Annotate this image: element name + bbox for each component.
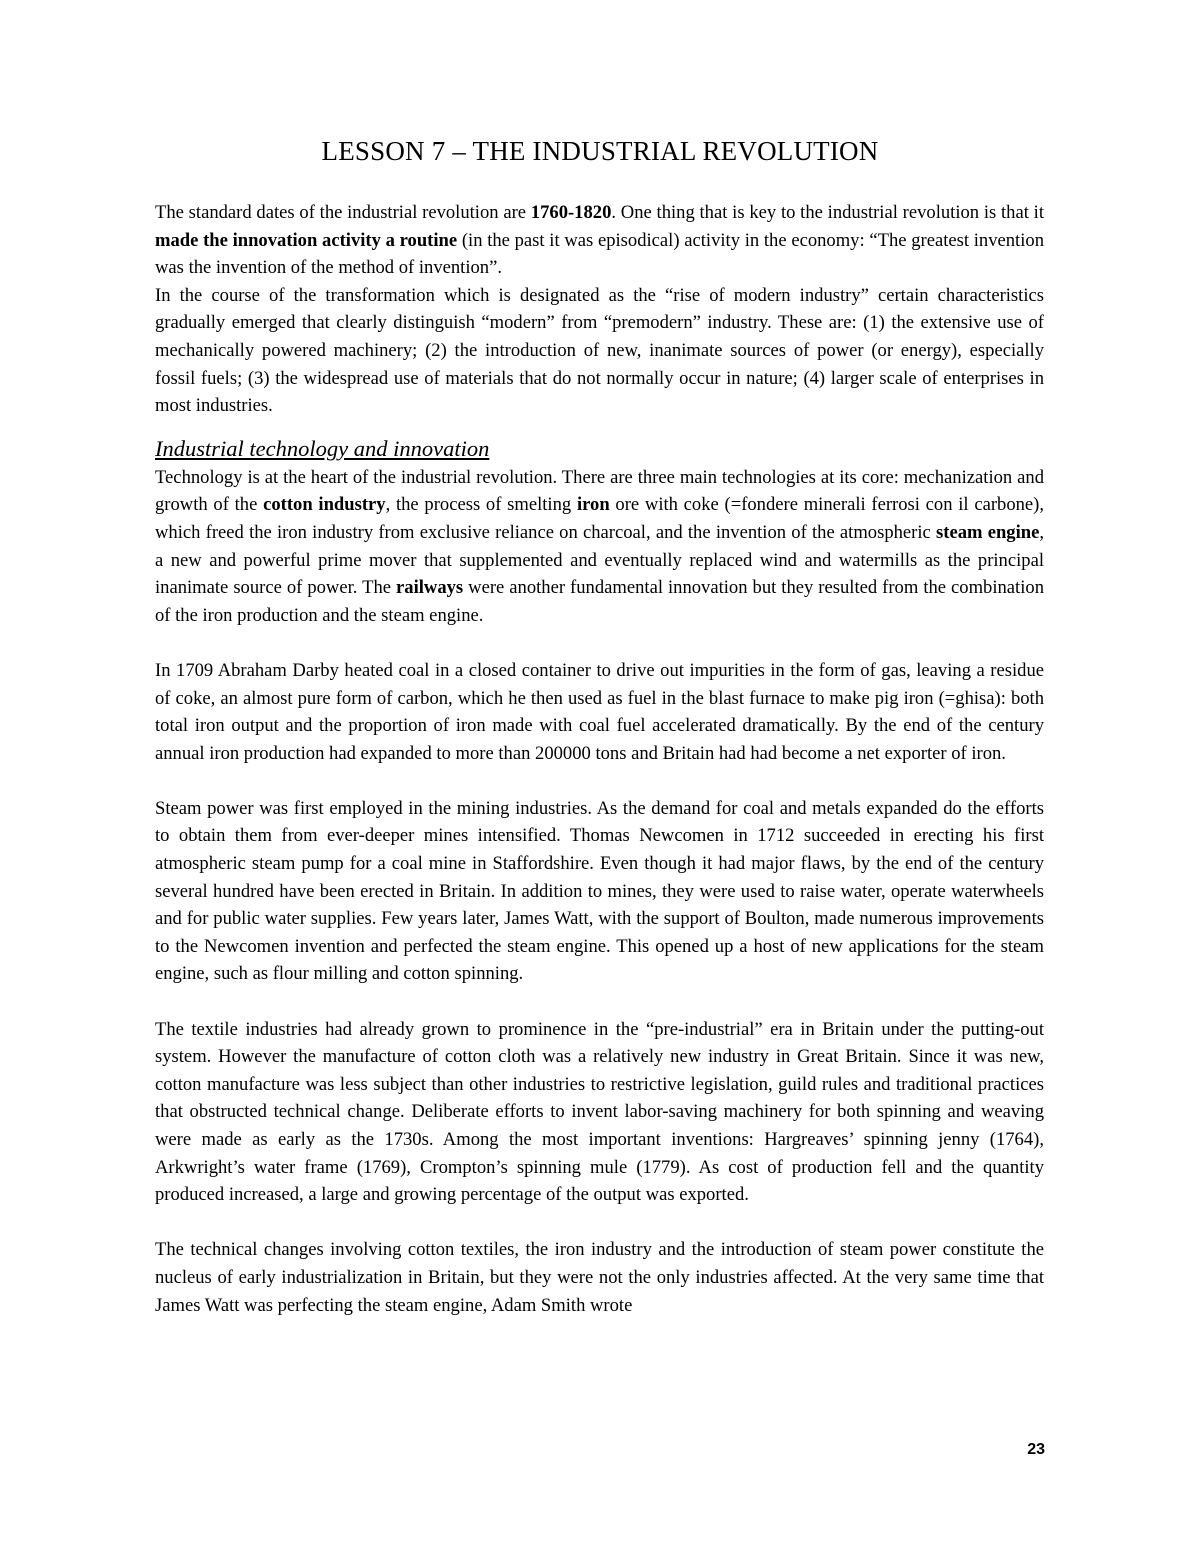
document-body [155,199,1044,1319]
text-run: were another fundamental innovation but they resulted from the combination of the iron production and the steam engine. [155,577,1044,626]
text-run: Technology is at the heart of the industrial revolution. There are three main technologies at its core: mechanization and growth of the [155,466,1044,516]
paragraph-gap [155,629,1044,657]
text-run: (in the past it was episodical) activity in the economy: “The greatest invention was the invention of the method of invention”. [155,229,1044,279]
bold-phrase: steam engine [936,521,1040,543]
section-paragraph-1 [155,464,1044,630]
paragraph-gap [155,988,1044,1016]
text-run: ore with coke (=fondere minerali ferrosi con il carbone), which freed the iron industry from exclusive reliance on charcoal, and the invention of the atmospheric [155,494,1045,543]
text-run: The standard dates of the industrial revolution are [155,202,531,223]
bold-phrase: made the innovation activity a routine [155,229,458,251]
section-paragraph-5: The technical changes involving cotton textiles, the iron industry and the introduction of steam power constitute the nucleus of early industrialization in Britain, but they were not the only industries affected. At the very same time that James Watt was perfecting the steam engine, Adam Smith wrote [155,1239,1044,1316]
section-paragraph-3: Steam power was first employed in the mining industries. As the demand for coal and metals expanded do the efforts to obtain them from ever-deeper mines intensified. Thomas Newcomen in 1712 succeeded in erecting his first atmospheric steam pump for a coal mine in Staffordshire. Even though it had major flaws, by the end of the century several hundred have been erected in Britain. In addition to mines, they were used to raise water, operate waterwheels and for public water supplies. Few years later, James Watt, with the support of Boulton, made numerous improvements to the Newcomen invention and perfected the steam engine. This opened up a host of new applications for the steam engine, such as flour milling and cotton spinning. [155,797,1044,985]
intro-paragraph-1 [155,199,1044,282]
bold-phrase: cotton industry [263,494,386,516]
section-paragraph-4: The textile industries had already grown to prominence in the “pre-industrial” era in Britain under the putting-out system. However the manufacture of cotton cloth was a relatively new industry in Great Britain. Since it was new, cotton manufacture was less subject than other industries to restrictive legislation, guild rules and traditional practices that obstructed technical change. Deliberate efforts to invent labor-saving machinery for both spinning and weaving were made as early as the 1730s. Among the most important inventions: Hargreaves’ spinning jenny (1764), Arkwright’s water frame (1769), Crompton’s spinning mule (1779). As cost of production fell and the quantity produced increased, a large and growing percentage of the output was exported. [155,1018,1044,1206]
text-run: , the process of smelting [385,494,577,516]
paragraph-gap [155,767,1044,795]
section-paragraph-2: In 1709 Abraham Darby heated coal in a closed container to drive out impurities in the form of gas, leaving a residue of coke, an almost pure form of carbon, which he then used as fuel in the blast furnace to make pig iron (=ghisa): both total iron output and the proportion of iron made with coal fuel accelerated dramatically. By the end of the century annual iron production had expanded to more than 200000 tons and Britain had had become a net exporter of iron. [155,659,1044,764]
paragraph-gap [155,1209,1044,1237]
section-heading: Industrial technology and innovation [155,435,490,461]
page-number: 23 [1027,1441,1045,1458]
text-run: . One thing that is key to the industrial revolution is that it [611,202,1044,223]
text-run: , a new and powerful prime mover that supplemented and eventually replaced wind and watermills as the principal inanimate source of power. The [155,521,1045,599]
bold-phrase: railways [396,577,464,599]
bold-phrase: iron [576,494,610,516]
bold-dates: 1760-1820 [530,202,612,223]
page-title: LESSON 7 – THE INDUSTRIAL REVOLUTION [321,136,879,166]
intro-paragraph-2: In the course of the transformation which is designated as the “rise of modern industry” certain characteristics gradually emerged that clearly distinguish “modern” from “premodern” industry. These are: (1) the extensive use of mechanically powered machinery; (2) the introduction of new, inanimate sources of power (or energy), especially fossil fuels; (3) the widespread use of materials that do not normally occur in nature; (4) larger scale of enterprises in most industries. [155,284,1044,417]
